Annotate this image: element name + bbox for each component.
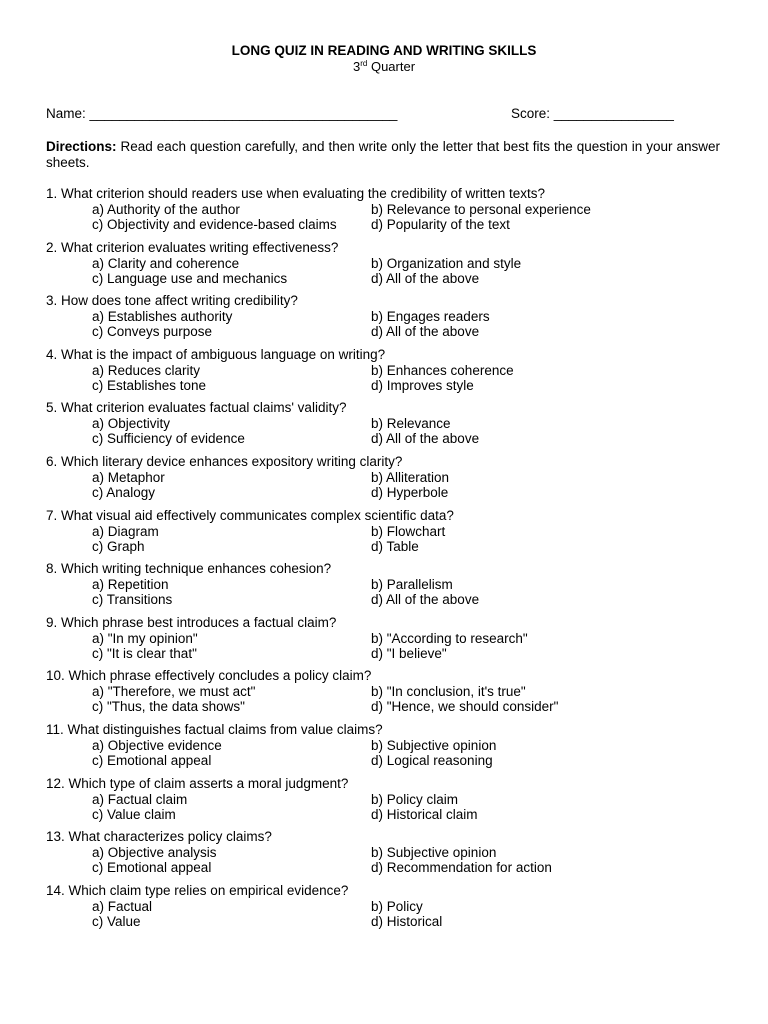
option-b: b) Alliteration xyxy=(371,469,450,485)
question-stem: 7. What visual aid effectively communicates complex scientific data? xyxy=(46,507,454,523)
option-a: a) "Therefore, we must act" xyxy=(92,684,256,700)
quarter-superscript: rd xyxy=(360,59,368,68)
option-c: c) Establishes tone xyxy=(92,377,207,393)
option-b: b) "According to research" xyxy=(371,630,528,646)
question-stem: 4. What is the impact of ambiguous language on writing? xyxy=(46,346,386,362)
option-a: a) Factual claim xyxy=(92,791,188,807)
option-d: d) Popularity of the text xyxy=(371,217,510,232)
question-stem: 14. Which claim type relies on empirical evidence? xyxy=(46,882,349,898)
option-d: d) Recommendation for action xyxy=(371,860,552,876)
question-item xyxy=(46,883,726,937)
option-c: c) Value claim xyxy=(92,806,176,822)
option-b: b) "In conclusion, it's true" xyxy=(371,684,526,700)
option-d: d) All of the above xyxy=(371,592,480,608)
question-item xyxy=(46,722,726,776)
option-d: d) Historical claim xyxy=(371,806,478,822)
option-b: b) Subjective opinion xyxy=(371,737,497,753)
question-stem: 8. Which writing technique enhances cohesion? xyxy=(46,561,332,577)
option-d: d) Hyperbole xyxy=(371,484,449,500)
name-field: Name: _________________________________________ xyxy=(46,106,398,121)
option-b: b) Policy xyxy=(371,898,423,914)
question-item xyxy=(46,293,726,347)
option-b: b) Relevance to personal experience xyxy=(371,202,591,217)
option-a: a) Clarity and coherence xyxy=(92,255,240,271)
option-a: a) Factual xyxy=(92,898,153,914)
option-a: a) "In my opinion" xyxy=(92,630,198,646)
option-a: a) Objective evidence xyxy=(92,737,222,753)
question-list xyxy=(46,186,726,936)
question-item xyxy=(46,400,726,454)
option-b: b) Relevance xyxy=(371,416,451,432)
option-c: c) Language use and mechanics xyxy=(92,270,288,286)
quiz-quarter xyxy=(0,59,768,74)
option-b: b) Organization and style xyxy=(371,255,522,271)
option-d: d) Table xyxy=(371,538,419,554)
question-item xyxy=(46,454,726,508)
option-d: d) "Hence, we should consider" xyxy=(371,699,559,715)
quarter-word: Quarter xyxy=(370,59,416,74)
question-item xyxy=(46,561,726,615)
option-d: d) Logical reasoning xyxy=(371,752,493,768)
option-b: b) Enhances coherence xyxy=(371,362,514,378)
option-c: c) "It is clear that" xyxy=(92,645,197,661)
option-c: c) Emotional appeal xyxy=(92,860,212,876)
option-c: c) Value xyxy=(92,913,141,929)
question-stem: 2. What criterion evaluates writing effectiveness? xyxy=(46,239,339,255)
question-stem: 9. Which phrase best introduces a factual claim? xyxy=(46,614,337,630)
option-d: d) "I believe" xyxy=(371,645,447,661)
option-c: c) Emotional appeal xyxy=(92,752,212,768)
question-stem: 3. How does tone affect writing credibility? xyxy=(46,293,298,309)
option-b: b) Parallelism xyxy=(371,577,453,593)
question-item xyxy=(46,186,726,240)
quiz-title: LONG QUIZ IN READING AND WRITING SKILLS xyxy=(231,43,537,58)
option-a: a) Establishes authority xyxy=(92,309,233,325)
option-d: d) All of the above xyxy=(371,324,480,340)
question-stem: 5. What criterion evaluates factual claims' validity? xyxy=(46,400,347,416)
directions-label: Directions: xyxy=(46,139,117,154)
name-score-row xyxy=(46,106,726,121)
option-a: a) Objectivity xyxy=(92,416,171,432)
question-item xyxy=(46,668,726,722)
option-d: d) Historical xyxy=(371,913,443,929)
option-b: b) Policy claim xyxy=(371,791,459,807)
question-stem: 6. Which literary device enhances expository writing clarity? xyxy=(46,453,403,469)
option-c: c) Transitions xyxy=(92,592,173,608)
option-a: a) Metaphor xyxy=(92,469,165,485)
question-item xyxy=(46,776,726,830)
option-a: a) Authority of the author xyxy=(92,202,240,217)
option-c: c) "Thus, the data shows" xyxy=(92,699,245,715)
option-a: a) Objective analysis xyxy=(92,845,217,861)
question-item xyxy=(46,829,726,883)
question-stem: 11. What distinguishes factual claims from value claims? xyxy=(46,721,383,737)
option-a: a) Diagram xyxy=(92,523,159,539)
question-stem: 1. What criterion should readers use when evaluating the credibility of written texts? xyxy=(46,186,546,201)
question-item xyxy=(46,508,726,562)
option-b: b) Engages readers xyxy=(371,309,490,325)
directions xyxy=(46,139,720,171)
question-stem: 12. Which type of claim asserts a moral judgment? xyxy=(46,775,349,791)
question-item xyxy=(46,347,726,401)
option-c: c) Graph xyxy=(92,538,145,554)
question-stem: 13. What characterizes policy claims? xyxy=(46,829,272,845)
directions-text: Read each question carefully, and then write only the letter that best fits the question in your answer sheets. xyxy=(46,139,720,170)
option-c: c) Objectivity and evidence-based claims xyxy=(92,217,337,232)
option-c: c) Conveys purpose xyxy=(92,324,213,340)
option-d: d) Improves style xyxy=(371,377,474,393)
option-b: b) Subjective opinion xyxy=(371,845,497,861)
question-stem: 10. Which phrase effectively concludes a policy claim? xyxy=(46,668,372,684)
option-d: d) All of the above xyxy=(371,431,480,447)
option-d: d) All of the above xyxy=(371,270,480,286)
question-item xyxy=(46,615,726,669)
question-item xyxy=(46,240,726,294)
score-field: Score: ________________ xyxy=(511,106,674,121)
option-b: b) Flowchart xyxy=(371,523,446,539)
option-c: c) Analogy xyxy=(92,484,156,500)
option-a: a) Reduces clarity xyxy=(92,362,201,378)
option-a: a) Repetition xyxy=(92,577,169,593)
option-c: c) Sufficiency of evidence xyxy=(92,431,245,447)
quarter-number: 3 xyxy=(352,59,361,74)
